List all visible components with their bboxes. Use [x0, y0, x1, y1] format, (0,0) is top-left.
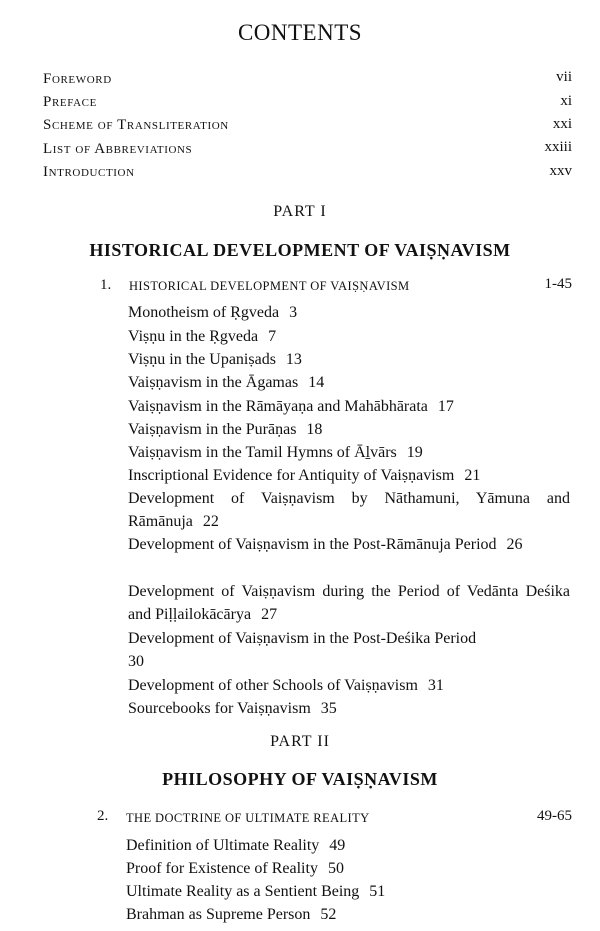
toc-entry [128, 697, 337, 720]
part-label: PART I [273, 203, 327, 220]
toc-entry-page: 13 [285, 351, 302, 368]
toc-entry-page: 35 [320, 700, 337, 717]
chapter-number: 1. [100, 277, 112, 293]
toc-entry-page: 17 [437, 398, 454, 415]
toc-entry [126, 903, 336, 926]
toc-entry-page: 49 [329, 837, 346, 854]
toc-entry [128, 348, 302, 371]
toc-entry [126, 880, 385, 903]
toc-entry-text: Viṣṇu in the Ṛgveda [128, 328, 259, 345]
toc-entry-text: Definition of Ultimate Reality [126, 837, 320, 854]
toc-entry-page: 14 [308, 374, 325, 391]
front-matter-page: xxv [549, 163, 572, 179]
front-matter-page: vii [556, 69, 572, 85]
toc-entry-text: Inscriptional Evidence for Antiquity of Vaiṣṇavism [128, 467, 455, 484]
toc-entry [128, 371, 324, 394]
toc-entry-text: Monotheism of Ṛgveda [128, 304, 280, 321]
part-title: PHILOSOPHY OF VAIṢṆAVISM [162, 769, 438, 789]
toc-entry-page: 7 [268, 328, 277, 345]
part-label: PART II [270, 733, 330, 750]
toc-entry [128, 325, 276, 348]
chapter-title: HISTORICAL DEVELOPMENT OF VAIṢṆAVISM [129, 279, 410, 293]
toc-entry-text: Viṣṇu in the Upaniṣads [128, 351, 276, 368]
toc-entry-text: Vaiṣṇavism in the Purāṇas [128, 421, 297, 438]
toc-entry [128, 580, 570, 626]
chapter-number: 2. [97, 808, 109, 824]
toc-entry [128, 395, 454, 418]
toc-entry [126, 834, 345, 857]
page-title: CONTENTS [237, 20, 363, 45]
chapter-pages: 1-45 [544, 276, 572, 292]
toc-entry-page: 27 [261, 606, 278, 623]
front-matter-label: Foreword [43, 71, 112, 87]
toc-entry-page: 19 [406, 444, 423, 461]
part-title: HISTORICAL DEVELOPMENT OF VAIṢṆAVISM [89, 240, 511, 260]
toc-entry [128, 301, 297, 324]
toc-entry-page: 21 [464, 467, 481, 484]
toc-entry-text: Vaiṣṇavism in the Tamil Hymns of Āḻvārs [128, 444, 397, 461]
toc-entry-text: Ultimate Reality as a Sentient Being [126, 883, 360, 900]
toc-entry-text: Development of Vaiṣṇavism by Nāthamuni, Yāmuna and Rāmānuja [128, 490, 570, 530]
front-matter-label: Scheme of Transliteration [43, 117, 229, 133]
toc-entry-text: Vaiṣṇavism in the Āgamas [128, 374, 299, 391]
toc-entry [128, 674, 444, 697]
toc-entry [126, 857, 344, 880]
toc-entry-text: Development of Vaiṣṇavism in the Post-Rāmānuja Period [128, 536, 497, 553]
front-matter-label: Preface [43, 94, 97, 110]
toc-entry-text: Development of Vaiṣṇavism in the Post-Deśika Period [128, 630, 477, 647]
toc-entry [128, 418, 322, 441]
toc-entry-text: Development of other Schools of Vaiṣṇavism [128, 677, 418, 694]
chapter-title: THE DOCTRINE OF ULTIMATE REALITY [126, 811, 370, 825]
toc-entry [128, 487, 570, 533]
front-matter-page: xi [560, 93, 572, 109]
toc-entry-page: 50 [327, 860, 344, 877]
toc-entry-page: 22 [202, 513, 219, 530]
front-matter-label: Introduction [43, 164, 135, 180]
toc-entry-page: 31 [427, 677, 444, 694]
chapter-pages: 49-65 [537, 808, 572, 824]
toc-entry-page: 18 [306, 421, 323, 438]
toc-entry-page: 30 [128, 653, 144, 670]
toc-entry-page: 52 [320, 906, 337, 923]
toc-entry-page: 3 [289, 304, 298, 321]
toc-entry-text: Vaiṣṇavism in the Rāmāyaṇa and Mahābhārata [128, 398, 428, 415]
toc-entry-page: 51 [369, 883, 386, 900]
toc-entry [128, 533, 570, 556]
toc-entry [128, 441, 423, 464]
toc-entry-text: Brahman as Supreme Person [126, 906, 311, 923]
toc-entry [128, 627, 570, 673]
front-matter-page: xxi [552, 116, 572, 132]
toc-entry-text: Sourcebooks for Vaiṣṇavism [128, 700, 311, 717]
toc-entry-text: Development of Vaiṣṇavism during the Period of Vedānta Deśika and Piḷḷailokācārya [128, 583, 570, 623]
front-matter-label: List of Abbreviations [43, 141, 193, 157]
toc-entry-text: Proof for Existence of Reality [126, 860, 318, 877]
toc-entry-page: 26 [506, 536, 523, 553]
front-matter-page: xxiii [544, 139, 572, 155]
toc-entry [128, 464, 480, 487]
